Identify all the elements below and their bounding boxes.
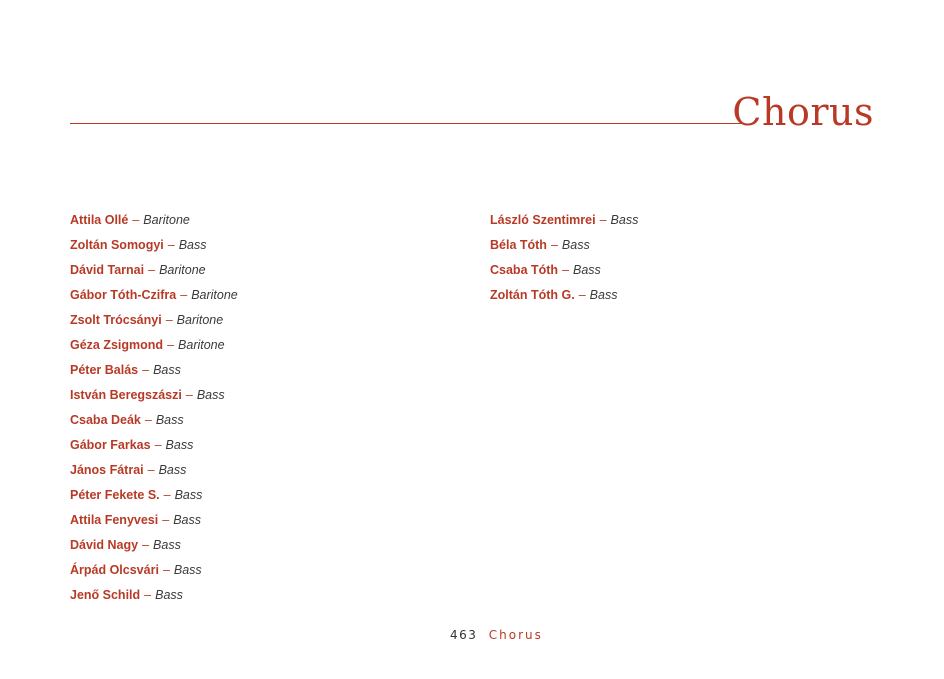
header-rule	[70, 123, 742, 124]
voice-type: Bass	[610, 213, 639, 227]
roster-entry	[490, 235, 638, 260]
singer-name: László Szentimrei	[490, 213, 596, 227]
voice-type: Baritone	[159, 263, 206, 277]
voice-type: Baritone	[143, 213, 190, 227]
singer-name: Péter Balás	[70, 363, 139, 377]
separator-dash: –	[142, 363, 150, 377]
singer-name: Zoltán Somogyi	[70, 238, 164, 252]
voice-type: Bass	[155, 588, 183, 602]
roster-entry	[490, 260, 638, 285]
voice-type: Baritone	[178, 338, 225, 352]
separator-dash: –	[550, 238, 558, 252]
singer-name: Attila Ollé	[70, 213, 129, 227]
roster-entry	[70, 210, 238, 235]
roster-entry	[70, 310, 238, 335]
voice-type: Bass	[153, 538, 181, 552]
singer-name: Zsolt Trócsányi	[70, 313, 162, 327]
separator-dash: –	[148, 263, 156, 277]
voice-type: Bass	[178, 238, 207, 252]
roster-entry	[490, 285, 638, 310]
roster-entry	[70, 535, 238, 560]
singer-name: Géza Zsigmond	[70, 338, 164, 352]
singer-name: Jenő Schild	[70, 588, 141, 602]
roster-entry	[70, 510, 238, 535]
roster-entry	[70, 460, 238, 485]
voice-type: Bass	[158, 463, 187, 477]
footer-section-title: Chorus	[488, 628, 543, 642]
separator-dash: –	[562, 263, 570, 277]
page-number: 463	[450, 628, 478, 642]
separator-dash: –	[162, 563, 170, 577]
voice-type: Bass	[165, 438, 194, 452]
roster-column-right	[490, 210, 638, 310]
separator-dash: –	[144, 588, 152, 602]
singer-name: Csaba Tóth	[490, 263, 559, 277]
separator-dash: –	[147, 463, 155, 477]
singer-name: Zoltán Tóth G.	[490, 288, 575, 302]
separator-dash: –	[578, 288, 586, 302]
separator-dash: –	[162, 513, 170, 527]
singer-name: Gábor Farkas	[70, 438, 151, 452]
voice-type: Bass	[589, 288, 618, 302]
singer-name: Csaba Deák	[70, 413, 141, 427]
voice-type: Bass	[155, 413, 184, 427]
separator-dash: –	[142, 538, 150, 552]
roster-entry	[70, 585, 238, 610]
roster-entry	[70, 560, 238, 585]
separator-dash: –	[163, 488, 171, 502]
roster-entry	[70, 385, 238, 410]
roster-entry	[70, 410, 238, 435]
roster-entry	[70, 285, 238, 310]
voice-type: Bass	[174, 488, 203, 502]
separator-dash: –	[599, 213, 607, 227]
separator-dash: –	[144, 413, 152, 427]
singer-name: János Fátrai	[70, 463, 144, 477]
voice-type: Bass	[196, 388, 225, 402]
separator-dash: –	[132, 213, 140, 227]
singer-name: Gábor Tóth-Czifra	[70, 288, 177, 302]
roster-entry	[70, 260, 238, 285]
singer-name: Béla Tóth	[490, 238, 547, 252]
singer-name: Attila Fenyvesi	[70, 513, 159, 527]
separator-dash: –	[154, 438, 162, 452]
singer-name: Dávid Nagy	[70, 538, 139, 552]
page-title: Chorus	[732, 90, 874, 134]
singer-name: Péter Fekete S.	[70, 488, 160, 502]
separator-dash: –	[167, 238, 175, 252]
separator-dash: –	[167, 338, 175, 352]
voice-type: Baritone	[176, 313, 224, 327]
voice-type: Bass	[573, 263, 601, 277]
singer-name: Árpád Olcsvári	[70, 563, 159, 577]
singer-name: István Beregszászi	[70, 388, 182, 402]
separator-dash: –	[180, 288, 188, 302]
separator-dash: –	[185, 388, 193, 402]
roster-entry	[70, 235, 238, 260]
roster-entry	[70, 360, 238, 385]
separator-dash: –	[165, 313, 173, 327]
voice-type: Bass	[153, 363, 181, 377]
roster-column-left	[70, 210, 238, 610]
roster-entry	[490, 210, 638, 235]
singer-name: Dávid Tarnai	[70, 263, 145, 277]
voice-type: Baritone	[191, 288, 238, 302]
roster-entry	[70, 335, 238, 360]
voice-type: Bass	[173, 513, 201, 527]
roster-entry	[70, 435, 238, 460]
roster-entry	[70, 485, 238, 510]
page-footer	[450, 626, 543, 644]
voice-type: Bass	[561, 238, 590, 252]
voice-type: Bass	[173, 563, 202, 577]
